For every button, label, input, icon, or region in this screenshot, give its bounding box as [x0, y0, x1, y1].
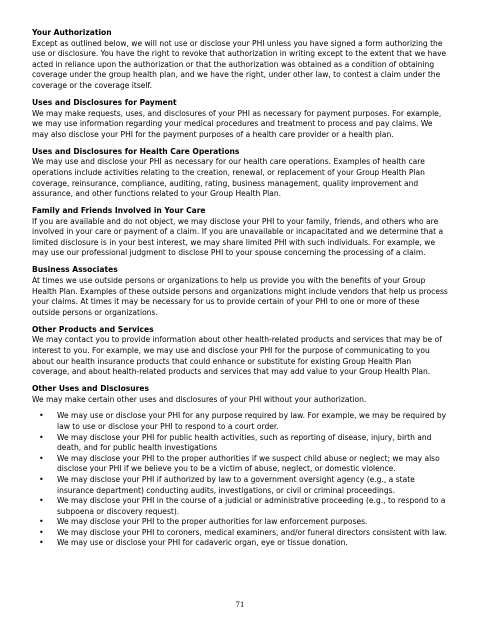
section-body: If you are available and do not object, we may disclose your PHI to your family, friends, and others who are involved in your care or payment of a claim. If you are unavailable or incapacitated and we determine that a limited disclosure is in your best interest, we may share limited PHI with such individuals. For example, we may use our professional judgment to disclose PHI to your spouse concerning the processing of a claim. — [32, 216, 444, 258]
section-family-and-friends — [32, 206, 448, 259]
section-body: We may make requests, uses, and disclosures of your PHI as necessary for payment purposes. For example, we may use information regarding your medical procedures and treatment to process and pay claims. We may also disclose your PHI for the payment purposes of a health care provider or a health plan. — [32, 108, 442, 139]
list-item — [32, 433, 448, 454]
section-body: We may contact you to provide information about other health-related products and services that may be of interest to you. For example, we may use and disclose your PHI for the purpose of communicating to you about our health insurance products that could enhance or substitute for existing Group Health Plan coverage, and about health-related products and services that may add value to your Group Health Plan. — [32, 335, 442, 377]
list-item — [32, 496, 448, 517]
list-item — [32, 454, 448, 475]
bullet-icon: • — [39, 538, 44, 548]
bullet-icon: • — [39, 517, 44, 527]
list-item — [32, 475, 448, 496]
bullet-icon: • — [39, 432, 44, 442]
list-item-text: We may disclose your PHI if authorized by law to a government oversight agency (e.g., a state insurance department) conducting audits, investigations, or civil or criminal proceedings. — [57, 474, 415, 495]
bullet-icon: • — [39, 496, 44, 506]
section-health-care-operations — [32, 147, 448, 200]
bullet-icon: • — [39, 453, 44, 463]
list-item-text: We may use or disclose your PHI for cadaveric organ, eye or tissue donation. — [57, 538, 348, 548]
bullet-icon: • — [39, 527, 44, 537]
bullet-list — [32, 411, 448, 549]
section-heading: Family and Friends Involved in Your Care — [32, 206, 206, 216]
list-item-text: We may disclose your PHI for public health activities, such as reporting of disease, injury, birth and death, and for public health investigations — [57, 432, 432, 453]
section-body: We may use and disclose your PHI as necessary for our health care operations. Examples of health care operations include activities relating to the creation, renewal, or replacement of your Group Health Plan coverage, reinsurance, compliance, auditing, rating, business management, quality improvement and assurance, and other functions related to your Group Health Plan. — [32, 157, 425, 199]
section-other-uses — [32, 384, 448, 549]
list-item-text: We may disclose your PHI in the course of a judicial or administrative proceeding (e.g., to respond to a subpoena or discovery request). — [57, 496, 446, 516]
section-body: Except as outlined below, we will not use or disclose your PHI unless you have signed a form authorizing the use or disclosure. You have the right to revoke that authorization in writing except to the extent that we have acted in reliance upon the authorization or that the authorization was obtained as a condition of obtaining coverage under the group health plan, and we have the right, under other law, to contest a claim under the coverage or the coverage itself. — [32, 38, 447, 90]
list-item-text: We may disclose your PHI to coroners, medical examiners, and/or funeral directors consistent with law. — [57, 527, 447, 537]
section-business-associates — [32, 265, 448, 318]
section-heading: Other Products and Services — [32, 324, 154, 334]
list-item — [32, 528, 448, 539]
section-other-products — [32, 325, 448, 378]
section-body: We may make certain other uses and disclosures of your PHI without your authorization. — [32, 394, 367, 404]
section-heading: Other Uses and Disclosures — [32, 384, 150, 394]
section-your-authorization — [32, 28, 448, 92]
list-item-text: We may disclose your PHI to the proper authorities if we suspect child abuse or neglect; we may also disclose your PHI if we believe you to be a victim of abuse, neglect, or domestic violence. — [57, 453, 440, 474]
section-heading: Uses and Disclosures for Payment — [32, 97, 177, 107]
list-item-text: We may disclose your PHI to the proper authorities for law enforcement purposes. — [57, 517, 368, 527]
bullet-icon: • — [39, 411, 44, 421]
list-item-text: We may use or disclose your PHI for any purpose required by law. For example, we may be required by law to use or disclose your PHI to respond to a court order. — [57, 411, 447, 431]
section-heading: Uses and Disclosures for Health Care Operations — [32, 146, 240, 156]
section-body: At times we use outside persons or organizations to help us provide you with the benefits of your Group Health Plan. Examples of these outside persons and organizations might include vendors that help us process your claims. At times it may be necessary for us to provide certain of your PHI to one or more of these outside persons or organizations. — [32, 276, 448, 317]
list-item — [32, 538, 448, 549]
list-item — [32, 411, 448, 432]
page-number: 71 — [235, 601, 245, 609]
section-heading: Business Associates — [32, 265, 118, 275]
section-heading: Your Authorization — [32, 28, 112, 37]
list-item — [32, 517, 448, 528]
bullet-icon: • — [39, 474, 44, 484]
section-payment — [32, 98, 448, 140]
